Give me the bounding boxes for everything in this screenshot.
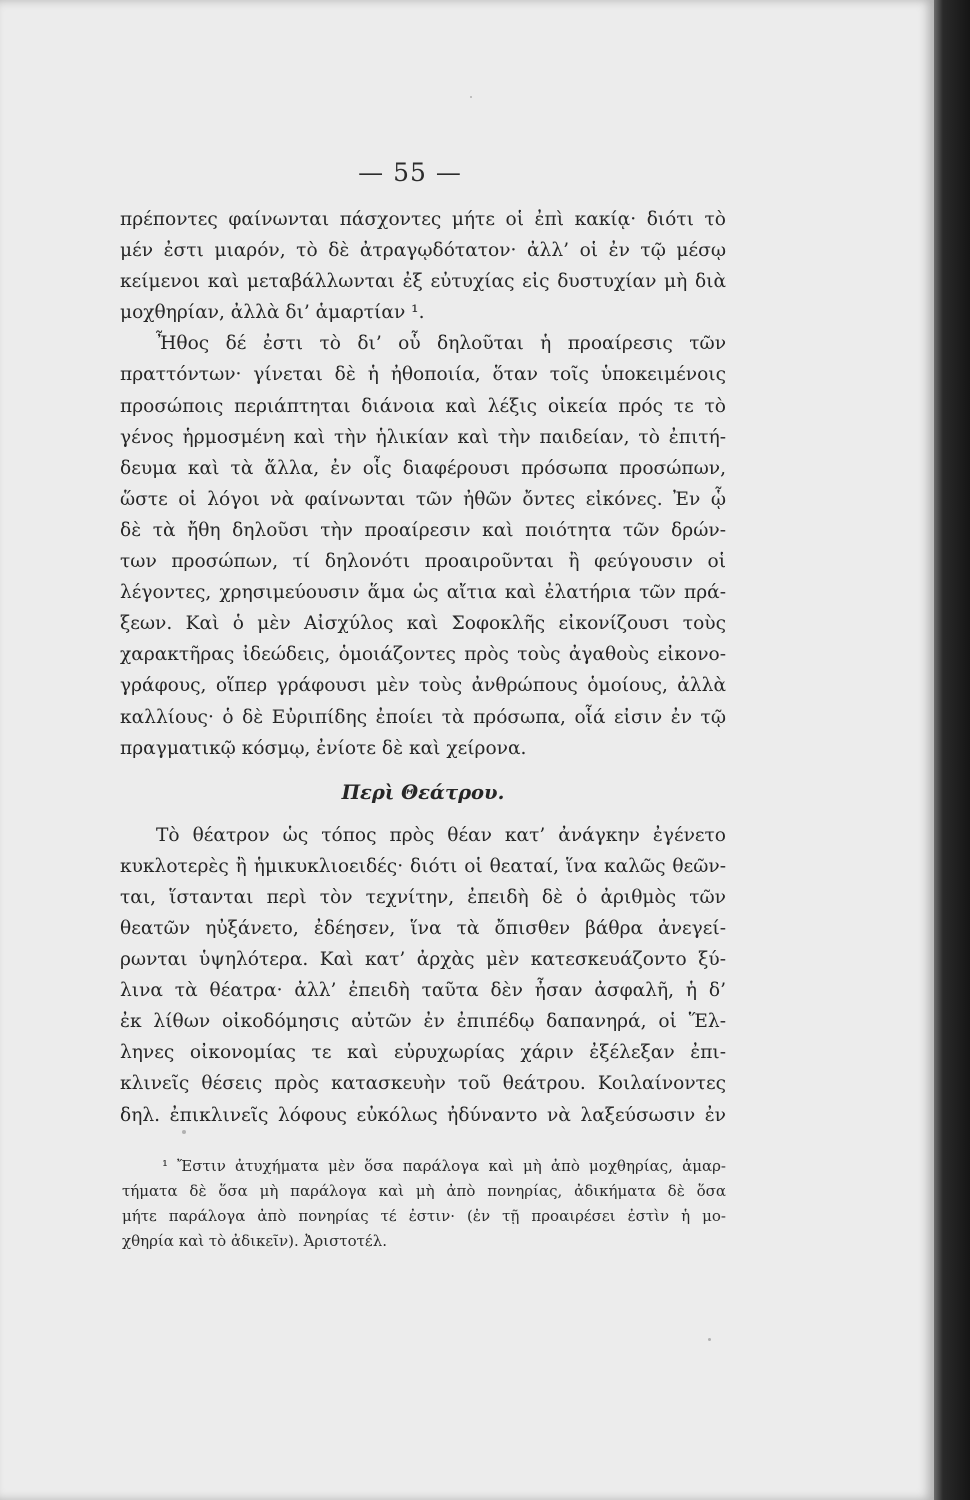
text-line: καλλίους· ὁ δὲ Εὐριπίδης ἐποίει τὰ πρόσωπα, οἷά εἰσιν ἐν τῷ bbox=[120, 706, 726, 728]
footnote-line: μήτε παράλογα ἀπὸ πονηρίας τέ ἐστιν· (ἐν τῇ προαιρέσει ἐστὶν ἡ μο- bbox=[122, 1207, 726, 1225]
text-line: δὲ τὰ ἤθη δηλοῦσι τὴν προαίρεσιν καὶ ποιότητα τῶν δρών- bbox=[120, 519, 726, 541]
text-line: κυκλοτερὲς ἢ ἡμικυκλιοειδές· διότι οἱ θεαταί, ἵνα καλῶς θεῶν- bbox=[120, 855, 726, 877]
paper-speck bbox=[470, 96, 472, 98]
paragraph-start-line: Τὸ θέατρον ὡς τόπος πρὸς θέαν κατ’ ἀνάγκην ἐγένετο bbox=[156, 824, 726, 846]
paper-speck bbox=[182, 1130, 186, 1134]
footnote bbox=[122, 1154, 726, 1254]
text-line: ὥστε οἱ λόγοι νὰ φαίνωνται τῶν ἠθῶν ὄντες εἰκόνες. Ἐν ᾧ bbox=[120, 488, 726, 510]
footnote-line: χθηρία καὶ τὸ ἀδικεῖν). Ἀριστοτέλ. bbox=[122, 1232, 387, 1250]
text-line: μέν ἐστι μιαρόν, τὸ δὲ ἀτραγῳδότατον· ἀλλ’ οἱ ἐν τῷ μέσῳ bbox=[120, 240, 726, 262]
paper-speck bbox=[708, 1338, 711, 1341]
text-line: μοχθηρίαν, ἀλλὰ δι’ ἁμαρτίαν ¹. bbox=[120, 302, 425, 324]
text-line: πραττόντων· γίνεται δὲ ἡ ἠθοποιία, ὅταν τοῖς ὑποκειμένοις bbox=[120, 364, 726, 386]
footnote-line: τήματα δὲ ὅσα μὴ παράλογα καὶ μὴ ἀπὸ πονηρίας, ἀδικήματα δὲ ὅσα bbox=[122, 1182, 726, 1200]
text-line: δηλ. ἐπικλινεῖς λόφους εὐκόλως ἠδύναντο νὰ λαξεύσωσιν ἐν bbox=[120, 1104, 726, 1126]
text-line: πρέποντες φαίνωνται πάσχοντες μήτε οἱ ἐπὶ κακίᾳ· διότι τὸ bbox=[120, 209, 726, 230]
text-line: ληνες οἰκονομίας τε καὶ εὐρυχωρίας χάριν ἐξέλεξαν ἐπι- bbox=[120, 1042, 726, 1064]
text-line: λινα τὰ θέατρα· ἀλλ’ ἐπειδὴ ταῦτα δὲν ἦσαν ἀσφαλῆ, ἡ δ’ bbox=[120, 980, 726, 1002]
text-line: κείμενοι καὶ μεταβάλλωνται ἐξ εὐτυχίας εἰς δυστυχίαν μὴ διὰ bbox=[120, 271, 726, 293]
text-line: λέγοντες, χρησιμεύουσιν ἅμα ὡς αἴτια καὶ ἐλατήρια τῶν πρά- bbox=[120, 582, 726, 604]
text-line: γένος ἡρμοσμένη καὶ τὴν ἡλικίαν καὶ τὴν παιδείαν, τὸ ἐπιτή- bbox=[120, 426, 726, 448]
text-line: προσώποις περιάπτηται διάνοια καὶ λέξις οἰκεία πρός τε τὸ bbox=[120, 395, 726, 417]
paragraph-start-line: Ἦθος δέ ἐστι τὸ δι’ οὗ δηλοῦται ἡ προαίρεσις τῶν bbox=[156, 333, 726, 355]
main-text bbox=[120, 204, 726, 1131]
text-line: γράφους, οἵπερ γράφουσι μὲν τοὺς ἀνθρώπους ὁμοίους, ἀλλὰ bbox=[120, 675, 726, 697]
footnote-line: ¹ Ἔστιν ἀτυχήματα μὲν ὅσα παράλογα καὶ μὴ ἀπὸ μοχθηρίας, ἁμαρ- bbox=[162, 1157, 726, 1175]
text-line: ἐκ λίθων οἰκοδόμησις αὐτῶν ἐν ἐπιπέδῳ δαπανηρά, οἱ Ἕλ- bbox=[120, 1011, 726, 1033]
text-line: θεατῶν ηὐξάνετο, ἐδέησεν, ἵνα τὰ ὄπισθεν βάθρα ἀνεγεί- bbox=[120, 917, 726, 939]
text-line: χαρακτῆρας ἰδεώδεις, ὁμοιάζοντες πρὸς τοὺς ἀγαθοὺς εἰκονο- bbox=[120, 644, 726, 666]
page-number: — 55 — bbox=[358, 158, 462, 187]
page-edge-shadow bbox=[934, 0, 970, 1500]
text-line: πραγματικῷ κόσμῳ, ἐνίοτε δὲ καὶ χείρονα. bbox=[120, 737, 527, 759]
text-line: δευμα καὶ τὰ ἄλλα, ἐν οἷς διαφέρουσι πρόσωπα προσώπων, bbox=[120, 457, 726, 479]
text-line: ρωνται ὑψηλότερα. Καὶ κατ’ ἀρχὰς μὲν κατεσκευάζοντο ξύ- bbox=[120, 949, 726, 971]
text-line: κλινεῖς θέσεις πρὸς κατασκευὴν τοῦ θεάτρου. Κοιλαίνοντες bbox=[120, 1073, 726, 1095]
text-line: ξεων. Καὶ ὁ μὲν Αἰσχύλος καὶ Σοφοκλῆς εἰκονίζουσι τοὺς bbox=[120, 613, 726, 635]
text-line: ται, ἵστανται περὶ τὸν τεχνίτην, ἐπειδὴ δὲ ὁ ἀριθμὸς τῶν bbox=[120, 886, 726, 908]
text-line: των προσώπων, τί δηλονότι προαιροῦνται ἢ φεύγουσιν οἱ bbox=[120, 551, 726, 573]
section-heading: Περὶ Θεάτρου. bbox=[341, 780, 505, 804]
